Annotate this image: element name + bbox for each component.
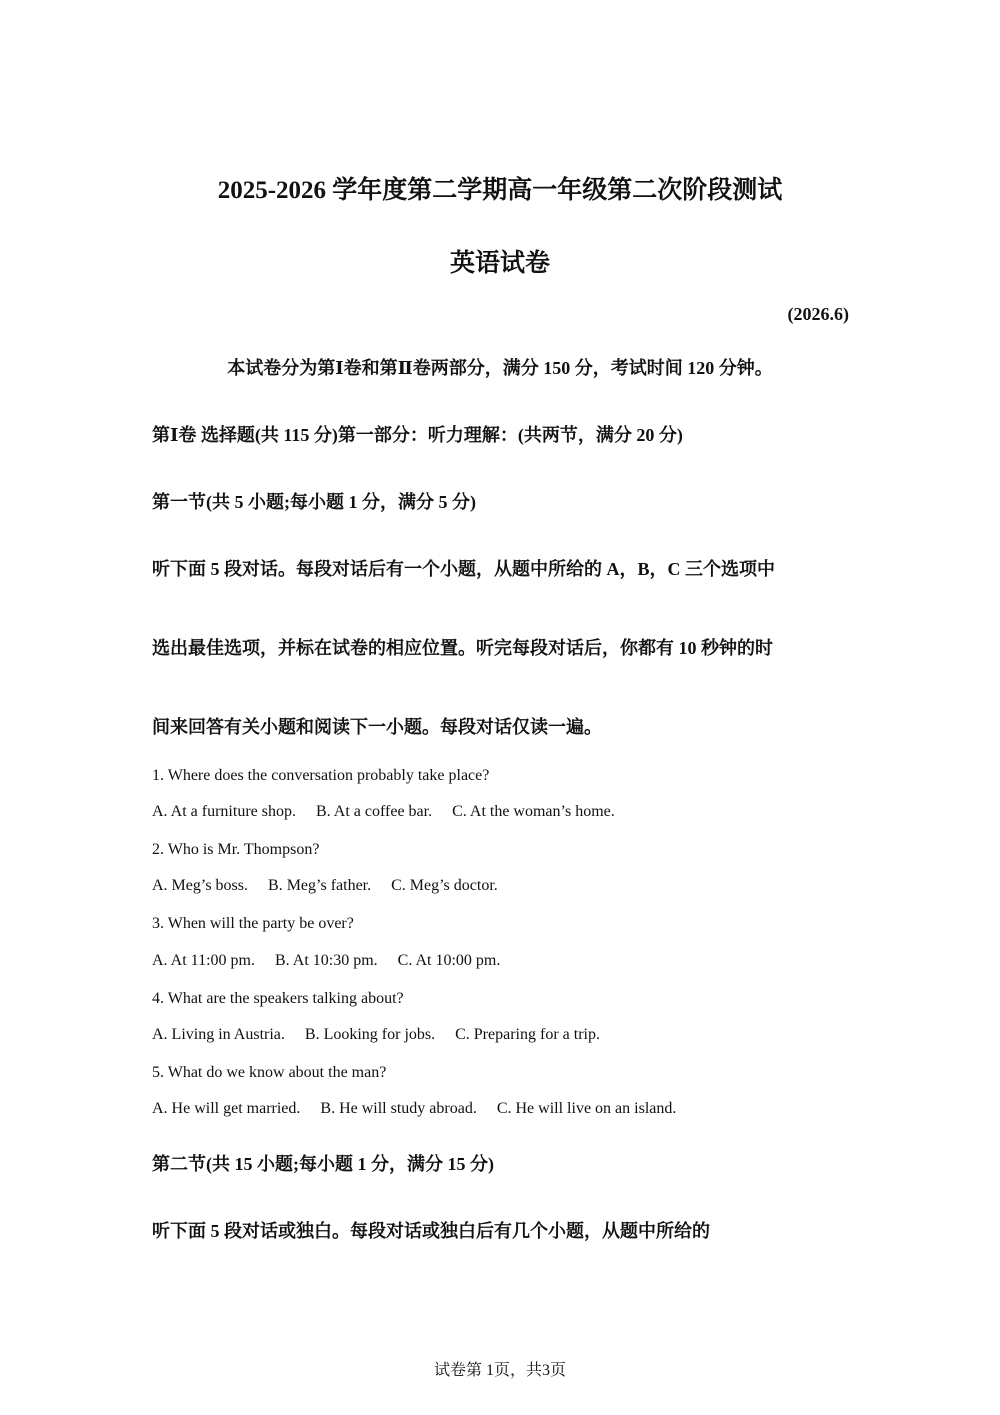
- option-a: A. He will get married.: [152, 1100, 301, 1117]
- section2-heading: 第二节(共 15 小题;每小题 1 分，满分 15 分): [152, 1154, 494, 1174]
- option-b: B. At 10:30 pm.: [274, 952, 378, 969]
- question-1: 1. Where does the conversation probably take place?: [152, 767, 490, 784]
- question-2-options: [152, 877, 518, 895]
- exam-subtitle: 英语试卷: [449, 250, 550, 277]
- option-a: A. At a furniture shop.: [152, 803, 296, 820]
- part1-heading: 第Ⅰ卷 选择题(共 115 分)第一部分：听力理解：(共两节，满分 20 分): [152, 425, 683, 445]
- exam-intro: 本试卷分为第Ⅰ卷和第Ⅱ卷两部分，满分 150 分，考试时间 120 分钟。: [227, 358, 773, 378]
- option-b: B. Looking for jobs.: [304, 1026, 436, 1043]
- option-c: C. At the woman’s home.: [452, 803, 615, 820]
- question-5-options: [152, 1100, 696, 1118]
- option-c: C. He will live on an island.: [496, 1100, 677, 1117]
- option-c: C. Preparing for a trip.: [455, 1026, 600, 1043]
- option-a: A. Meg’s boss.: [152, 877, 249, 894]
- question-5: 5. What do we know about the man?: [152, 1064, 387, 1081]
- question-1-options: [152, 803, 635, 821]
- exam-title: 2025-2026 学年度第二学期高一年级第二次阶段测试: [217, 177, 783, 204]
- option-b: B. Meg’s father.: [268, 877, 372, 894]
- instruction-line: 听下面 5 段对话。每段对话后有一个小题，从题中所给的 A，B，C 三个选项中: [152, 559, 776, 579]
- exam-date: (2026.6): [787, 304, 849, 324]
- question-2: 2. Who is Mr. Thompson?: [152, 841, 320, 858]
- option-a: A. Living in Austria.: [152, 1026, 285, 1043]
- option-b: B. He will study abroad.: [320, 1100, 477, 1117]
- option-c: C. At 10:00 pm.: [397, 952, 501, 969]
- option-a: A. At 11:00 pm.: [152, 952, 255, 969]
- question-3: 3. When will the party be over?: [152, 915, 354, 932]
- instruction-line: 间来回答有关小题和阅读下一小题。每段对话仅读一遍。: [152, 717, 602, 737]
- question-3-options: [152, 952, 520, 970]
- question-4-options: [152, 1026, 620, 1044]
- question-4: 4. What are the speakers talking about?: [152, 990, 404, 1007]
- instruction-line: 选出最佳选项，并标在试卷的相应位置。听完每段对话后，你都有 10 秒钟的时: [152, 638, 773, 658]
- section1-heading: 第一节(共 5 小题;每小题 1 分，满分 5 分): [152, 492, 476, 512]
- option-b: B. At a coffee bar.: [315, 803, 433, 820]
- section2-instructions: 听下面 5 段对话或独白。每段对话或独白后有几个小题，从题中所给的: [152, 1221, 710, 1241]
- option-c: C. Meg’s doctor.: [391, 877, 498, 894]
- page-footer: 试卷第 1页，共3页: [433, 1362, 566, 1379]
